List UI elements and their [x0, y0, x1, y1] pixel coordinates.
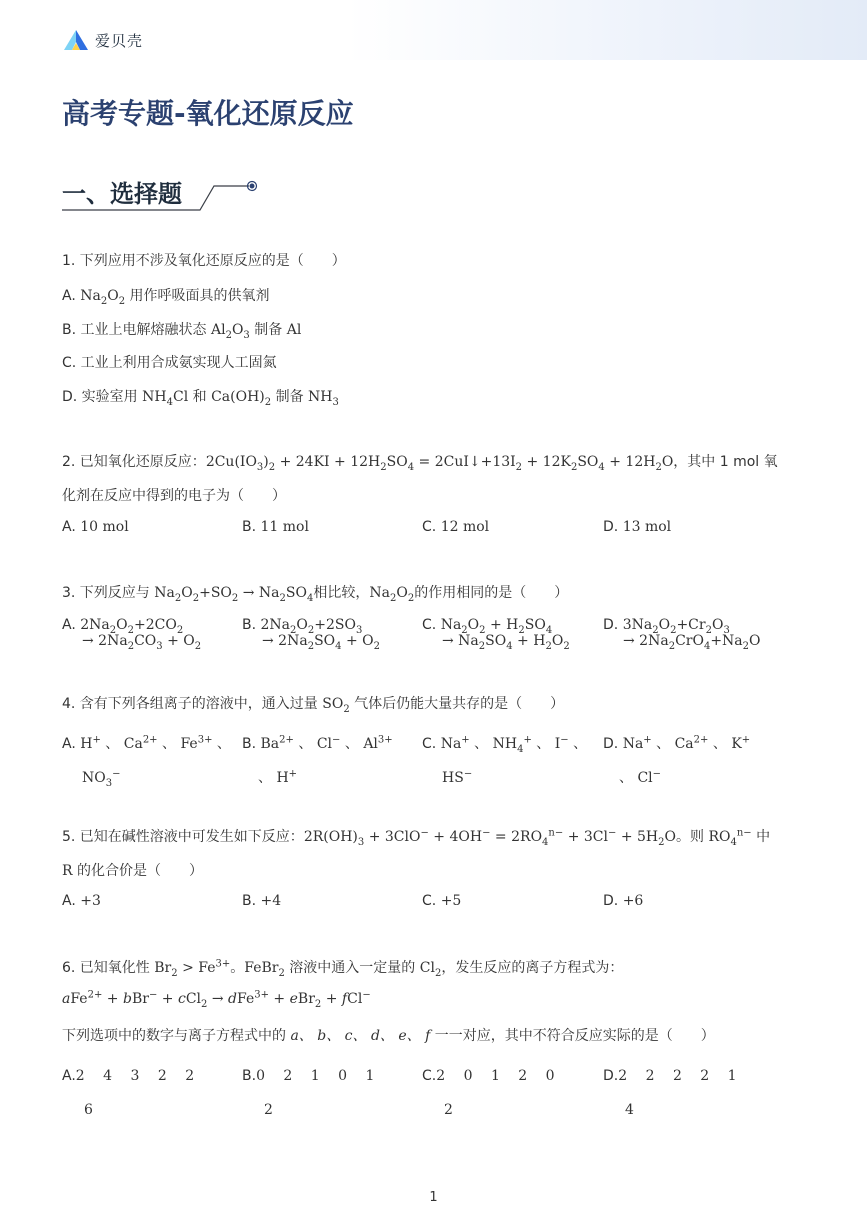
q3-option-c: C. $Na_2O_2 + H_2SO_4$ → $Na_2SO_4 + H_2O_2$ — [422, 617, 570, 652]
brand-name: 爱贝壳 — [95, 31, 144, 50]
q5-stem-line2: R 的化合价是（ ） — [62, 863, 203, 879]
q5-stem: 5. 已知在碱性溶液中可发生如下反应：$2R(OH)_3 + 3ClO^- + 4OH^- = 2RO_4^{n-} + 3Cl^- + 5H_2O$。则 $RO_4^{n-}$ 中 — [62, 827, 771, 848]
page-number: 1 — [429, 1190, 438, 1205]
q4-option-b: B. $Ba^{2+}$ 、 Cl− 、 $Al^{3+}$ 、 H+ — [242, 734, 393, 786]
q3-option-b: B. $2Na_2O_2+2SO_3$ → $2Na_2SO_4 + O_2$ — [242, 617, 380, 652]
q6-option-a: A.2 4 3 2 2 6 — [62, 1068, 195, 1118]
q2-option-b: B. 11 mol — [242, 519, 309, 535]
q6-option-d: D.2 2 2 2 1 4 — [603, 1068, 737, 1118]
q1-option-c: C. 工业上利用合成氨实现人工固氮 — [62, 355, 277, 371]
q6-option-c: C.2 0 1 2 0 2 — [422, 1068, 555, 1118]
q2-option-c: C. 12 mol — [422, 519, 490, 535]
page-header — [0, 0, 867, 60]
q5-option-c: C. +5 — [422, 893, 462, 909]
q1-option-d: D. 实验室用 $NH_4Cl$ 和 $Ca(OH)_2$ 制备 $NH_3$ — [62, 389, 339, 408]
q5-option-a: A. +3 — [62, 893, 101, 909]
q4-option-d: D. Na+ 、 $Ca^{2+}$ 、 K+ 、 Cl− — [603, 734, 751, 786]
q1-option-a: A. $Na_2O_2$ 用作呼吸面具的供氧剂 — [62, 288, 270, 307]
document-title: 高考专题-氧化还原反应 — [62, 97, 354, 130]
brand-logo — [63, 29, 143, 51]
q6-equation: aFe$^{2+}$ + bBr− + cCl$_2$ → dFe$^{3+}$ + eBr$_2$ + fCl− — [62, 989, 371, 1010]
q4-stem: 4. 含有下列各组离子的溶液中，通入过量 $SO_2$ 气体后仍能大量共存的是（ ） — [62, 696, 565, 715]
q5-option-d: D. +6 — [603, 893, 644, 909]
q6-stem: 6. 已知氧化性 $Br_2 > Fe^{3+}$。FeBr$_2$ 溶液中通入一定量的 $Cl_2$，发生反应的离子方程式为： — [62, 958, 624, 979]
q3-stem: 3. 下列反应与 $Na_2O_2+SO_2 \to Na_2SO_4$相比较，$Na_2O_2$的作用相同的是（ ） — [62, 585, 569, 604]
q2-option-d: D. 13 mol — [603, 519, 672, 535]
q2-stem-line2: 化剂在反应中得到的电子为（ ） — [62, 488, 286, 504]
q1-stem: 1. 下列应用不涉及氧化还原反应的是（ ） — [62, 253, 346, 269]
q1-option-b: B. 工业上电解熔融状态 $Al_2O_3$ 制备 Al — [62, 322, 302, 341]
q5-option-b: B. +4 — [242, 893, 282, 909]
logo-icon — [63, 29, 89, 51]
q3-option-a: A. $2Na_2O_2+2CO_2$ → $2Na_2CO_3 + O_2$ — [62, 617, 202, 652]
q6-option-b: B.0 2 1 0 1 2 — [242, 1068, 375, 1118]
q4-option-c: C. Na+ 、 $NH_4^+$ 、 I− 、 HS− — [422, 734, 588, 786]
section-underline-icon — [62, 172, 272, 220]
section-title: 一、选择题 — [62, 180, 182, 208]
section-heading — [62, 172, 272, 220]
q3-option-d: D. $3Na_2O_2+Cr_2O_3$ → $2Na_2CrO_4+Na_2O$ — [603, 617, 761, 652]
q4-option-a: A. H+ 、 $Ca^{2+}$ 、 $Fe^{3+}$ 、 $NO_3^-$ — [62, 734, 231, 789]
q6-stem-line3: 下列选项中的数字与离子方程式中的 a、 b、 c、 d、 e、 f 一一对应，其中不符合反应实际的是（ ） — [62, 1028, 715, 1044]
q2-stem: 2. 已知氧化还原反应：$2Cu(IO_3)_2 + 24KI + 12H_2SO_4$ = $2CuI↓+13I_2 + 12K_2SO_4 + 12H_2O$，其中 1 mol 氧 — [62, 454, 778, 473]
q2-option-a: A. 10 mol — [62, 519, 129, 535]
